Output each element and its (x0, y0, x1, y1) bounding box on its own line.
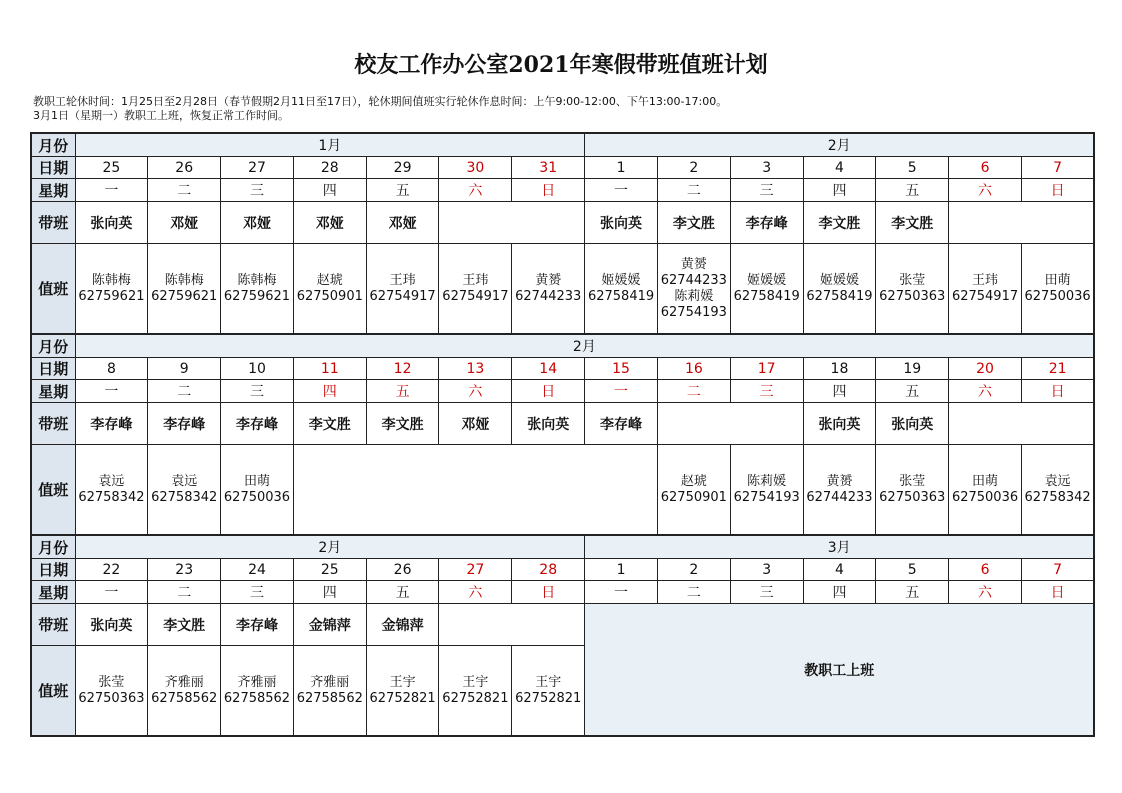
duty-name: 王玮 (972, 272, 999, 288)
empty-cell (949, 202, 1095, 244)
duty-cell (949, 445, 1022, 536)
date-cell: 18 (803, 358, 876, 380)
lead-cell: 金锦萍 (366, 604, 439, 646)
weekday-cell: 四 (803, 581, 876, 604)
lead-cell: 李存峰 (148, 403, 221, 445)
duty-name: 姬媛媛 (601, 272, 641, 288)
date-cell: 27 (439, 559, 512, 581)
duty-cell (949, 244, 1022, 335)
weekday-cell: 三 (221, 179, 294, 202)
lead-cell: 李存峰 (585, 403, 658, 445)
duty-phone: 62754193 (733, 489, 800, 505)
weekday-cell: 日 (512, 179, 585, 202)
row-label-month: 月份 (31, 535, 75, 559)
weekday-cell: 二 (148, 380, 221, 403)
weekday-cell: 四 (293, 380, 366, 403)
weekday-cell: 二 (657, 179, 730, 202)
date-cell: 25 (75, 157, 148, 179)
note-line-2: 3月1日（星期一）教职工上班，恢复正常工作时间。 (33, 109, 289, 122)
duty-cell (657, 244, 730, 335)
duty-phone: 62750036 (223, 489, 291, 505)
weekday-cell: 三 (730, 380, 803, 403)
duty-phone: 62750901 (296, 288, 363, 304)
date-cell: 22 (75, 559, 148, 581)
date-cell: 12 (366, 358, 439, 380)
weekday-cell: 一 (585, 380, 658, 403)
duty-name: 陈韩梅 (237, 272, 277, 288)
date-cell: 3 (730, 559, 803, 581)
row-label-weekday: 星期 (31, 380, 75, 403)
duty-name: 袁远 (1044, 473, 1071, 489)
duty-cell (803, 244, 876, 335)
weekday-cell: 四 (293, 179, 366, 202)
lead-cell: 张向英 (803, 403, 876, 445)
duty-cell (148, 244, 221, 335)
weekday-cell: 六 (439, 380, 512, 403)
weekday-cell: 二 (657, 380, 730, 403)
duty-phone: 62750363 (879, 489, 946, 505)
duty-phone: 62752821 (515, 690, 582, 706)
weekday-cell: 六 (949, 179, 1022, 202)
duty-name: 田萌 (972, 473, 999, 489)
duty-cell (221, 445, 294, 536)
duty-phone: 62754917 (369, 288, 436, 304)
row-label-date: 日期 (31, 559, 75, 581)
duty-cell (1021, 244, 1094, 335)
duty-cell (730, 445, 803, 536)
weekday-cell: 四 (803, 380, 876, 403)
duty-phone: 62759621 (78, 288, 145, 304)
duty-name: 齐雅丽 (237, 674, 277, 690)
weekday-cell: 三 (221, 581, 294, 604)
date-cell: 19 (876, 358, 949, 380)
date-cell: 9 (148, 358, 221, 380)
date-cell: 23 (148, 559, 221, 581)
empty-cell (949, 403, 1095, 445)
duty-phone: 62744233 (515, 288, 582, 304)
date-cell: 1 (585, 559, 658, 581)
duty-name: 王宇 (535, 674, 562, 690)
duty-name: 王宇 (462, 674, 489, 690)
date-cell: 29 (366, 157, 439, 179)
date-cell: 4 (803, 157, 876, 179)
date-cell: 7 (1021, 157, 1094, 179)
weekday-cell: 一 (585, 179, 658, 202)
lead-cell: 张向英 (876, 403, 949, 445)
date-cell: 24 (221, 559, 294, 581)
duty-name: 齐雅丽 (310, 674, 350, 690)
date-cell: 6 (949, 157, 1022, 179)
weekday-cell: 一 (75, 380, 148, 403)
duty-phone: 62758419 (733, 288, 800, 304)
weekday-cell: 六 (439, 581, 512, 604)
duty-phone: 62758419 (806, 288, 873, 304)
duty-name: 陈韩梅 (91, 272, 131, 288)
month-header: 2月 (585, 133, 1095, 157)
month-header: 1月 (75, 133, 585, 157)
date-cell: 16 (657, 358, 730, 380)
weekday-cell: 日 (512, 581, 585, 604)
duty-name: 王玮 (389, 272, 416, 288)
row-label-duty: 值班 (31, 445, 75, 536)
duty-name: 王宇 (389, 674, 416, 690)
duty-name: 张莹 (899, 272, 926, 288)
duty-cell (803, 445, 876, 536)
weekday-cell: 四 (803, 179, 876, 202)
duty-cell (293, 646, 366, 737)
lead-cell: 邓娅 (366, 202, 439, 244)
date-cell: 17 (730, 358, 803, 380)
row-label-date: 日期 (31, 358, 75, 380)
duty-phone: 62744233 (660, 272, 727, 288)
weekday-cell: 一 (75, 581, 148, 604)
row-label-weekday: 星期 (31, 581, 75, 604)
weekday-cell: 二 (148, 179, 221, 202)
duty-phone: 62750363 (879, 288, 946, 304)
duty-phone: 62750036 (951, 489, 1019, 505)
month-header: 2月 (75, 535, 585, 559)
row-label-month: 月份 (31, 334, 75, 358)
row-label-duty: 值班 (31, 646, 75, 737)
lead-cell: 李文胜 (293, 403, 366, 445)
date-cell: 26 (366, 559, 439, 581)
lead-cell: 李存峰 (221, 403, 294, 445)
duty-phone: 62758419 (587, 288, 655, 304)
duty-cell (366, 244, 439, 335)
empty-cell (293, 445, 657, 536)
date-cell: 4 (803, 559, 876, 581)
weekday-cell: 五 (366, 581, 439, 604)
lead-cell: 李存峰 (730, 202, 803, 244)
duty-phone: 62750363 (78, 690, 145, 706)
duty-cell (585, 244, 658, 335)
lead-cell: 李文胜 (148, 604, 221, 646)
date-cell: 6 (949, 559, 1022, 581)
duty-name: 陈韩梅 (164, 272, 204, 288)
weekday-cell: 日 (512, 380, 585, 403)
empty-cell (657, 403, 803, 445)
lead-cell: 张向英 (75, 604, 148, 646)
duty-phone: 62752821 (369, 690, 436, 706)
lead-cell: 张向英 (585, 202, 658, 244)
date-cell: 10 (221, 358, 294, 380)
duty-name: 袁远 (98, 473, 125, 489)
date-cell: 25 (293, 559, 366, 581)
duty-cell (730, 244, 803, 335)
weekday-cell: 五 (876, 179, 949, 202)
duty-name: 齐雅丽 (164, 674, 204, 690)
duty-phone: 62759621 (151, 288, 218, 304)
duty-cell (1021, 445, 1094, 536)
weekday-cell: 五 (876, 581, 949, 604)
duty-cell (293, 244, 366, 335)
duty-phone: 62758562 (296, 690, 363, 706)
duty-cell (657, 445, 730, 536)
duty-phone: 62750901 (660, 489, 727, 505)
duty-cell (75, 244, 148, 335)
weekday-cell: 五 (366, 179, 439, 202)
duty-phone: 62759621 (223, 288, 291, 304)
duty-cell (512, 646, 585, 737)
duty-cell (439, 646, 512, 737)
date-cell: 14 (512, 358, 585, 380)
weekday-cell: 六 (949, 581, 1022, 604)
weekday-cell: 三 (730, 179, 803, 202)
lead-cell: 李文胜 (366, 403, 439, 445)
duty-phone: 62754917 (442, 288, 509, 304)
duty-cell (75, 646, 148, 737)
date-cell: 2 (657, 157, 730, 179)
date-cell: 7 (1021, 559, 1094, 581)
date-cell: 26 (148, 157, 221, 179)
date-cell: 3 (730, 157, 803, 179)
lead-cell: 邓娅 (221, 202, 294, 244)
duty-cell (148, 445, 221, 536)
duty-cell (75, 445, 148, 536)
weekday-cell: 六 (439, 179, 512, 202)
weekday-cell: 二 (148, 581, 221, 604)
date-cell: 31 (512, 157, 585, 179)
lead-cell: 李文胜 (876, 202, 949, 244)
duty-phone: 62754917 (951, 288, 1019, 304)
row-label-lead: 带班 (31, 202, 75, 244)
duty-name: 陈莉媛 (747, 473, 787, 489)
weekday-cell: 三 (730, 581, 803, 604)
weekday-cell: 六 (949, 380, 1022, 403)
weekday-cell: 日 (1021, 581, 1094, 604)
duty-phone: 62754193 (660, 304, 727, 320)
date-cell: 30 (439, 157, 512, 179)
duty-cell (439, 244, 512, 335)
date-cell: 13 (439, 358, 512, 380)
duty-cell (876, 244, 949, 335)
weekday-cell: 日 (1021, 179, 1094, 202)
weekday-cell: 一 (585, 581, 658, 604)
weekday-cell: 三 (221, 380, 294, 403)
duty-name: 姬媛媛 (747, 272, 787, 288)
duty-phone: 62758562 (151, 690, 218, 706)
duty-name: 黄赟 (535, 272, 562, 288)
date-cell: 5 (876, 157, 949, 179)
duty-name: 田萌 (1044, 272, 1071, 288)
duty-name: 田萌 (243, 473, 270, 489)
row-label-month: 月份 (31, 133, 75, 157)
row-label-lead: 带班 (31, 604, 75, 646)
lead-cell: 李文胜 (657, 202, 730, 244)
date-cell: 28 (512, 559, 585, 581)
lead-cell: 金锦萍 (293, 604, 366, 646)
empty-cell (439, 604, 585, 646)
month-header: 3月 (585, 535, 1095, 559)
lead-cell: 张向英 (512, 403, 585, 445)
duty-name: 赵琥 (680, 473, 707, 489)
duty-phone: 62758342 (78, 489, 145, 505)
duty-schedule-table (30, 132, 1095, 737)
note-line-1: 教职工轮休时间：1月25日至2月28日（春节假期2月11日至17日），轮休期间值班实行轮休作息时间：上午9:00-12:00、下午13:00-17:00。 (33, 95, 728, 108)
weekday-cell: 二 (657, 581, 730, 604)
duty-cell (221, 244, 294, 335)
lead-cell: 邓娅 (293, 202, 366, 244)
weekday-cell: 五 (876, 380, 949, 403)
date-cell: 1 (585, 157, 658, 179)
date-cell: 28 (293, 157, 366, 179)
duty-phone: 62758342 (1024, 489, 1091, 505)
lead-cell: 邓娅 (439, 403, 512, 445)
duty-cell (148, 646, 221, 737)
duty-name: 张莹 (98, 674, 125, 690)
empty-cell (439, 202, 585, 244)
weekday-cell: 日 (1021, 380, 1094, 403)
duty-name: 赵琥 (316, 272, 343, 288)
duty-phone: 62750036 (1024, 288, 1091, 304)
weekday-cell: 五 (366, 380, 439, 403)
duty-phone: 62758342 (151, 489, 218, 505)
staff-work-notice: 教职工上班 (585, 604, 1095, 737)
date-cell: 11 (293, 358, 366, 380)
duty-name: 黄赟 (680, 256, 707, 272)
date-cell: 21 (1021, 358, 1094, 380)
weekday-cell: 四 (293, 581, 366, 604)
duty-name: 黄赟 (826, 473, 853, 489)
duty-cell (366, 646, 439, 737)
date-cell: 2 (657, 559, 730, 581)
page-title: 校友工作办公室2021年寒假带班值班计划 (354, 52, 768, 78)
row-label-date: 日期 (31, 157, 75, 179)
duty-phone: 62758562 (223, 690, 291, 706)
duty-name: 张莹 (899, 473, 926, 489)
duty-name: 姬媛媛 (819, 272, 859, 288)
lead-cell: 李文胜 (803, 202, 876, 244)
row-label-weekday: 星期 (31, 179, 75, 202)
date-cell: 27 (221, 157, 294, 179)
lead-cell: 李存峰 (221, 604, 294, 646)
date-cell: 5 (876, 559, 949, 581)
row-label-lead: 带班 (31, 403, 75, 445)
lead-cell: 邓娅 (148, 202, 221, 244)
duty-cell (876, 445, 949, 536)
date-cell: 20 (949, 358, 1022, 380)
lead-cell: 李存峰 (75, 403, 148, 445)
duty-cell (221, 646, 294, 737)
duty-name: 王玮 (462, 272, 489, 288)
date-cell: 8 (75, 358, 148, 380)
duty-name: 袁远 (171, 473, 198, 489)
duty-cell (512, 244, 585, 335)
row-label-duty: 值班 (31, 244, 75, 335)
date-cell: 15 (585, 358, 658, 380)
duty-phone: 62752821 (442, 690, 509, 706)
lead-cell: 张向英 (75, 202, 148, 244)
duty-name: 陈莉媛 (674, 288, 714, 304)
duty-phone: 62744233 (806, 489, 873, 505)
weekday-cell: 一 (75, 179, 148, 202)
month-header: 2月 (75, 334, 1094, 358)
